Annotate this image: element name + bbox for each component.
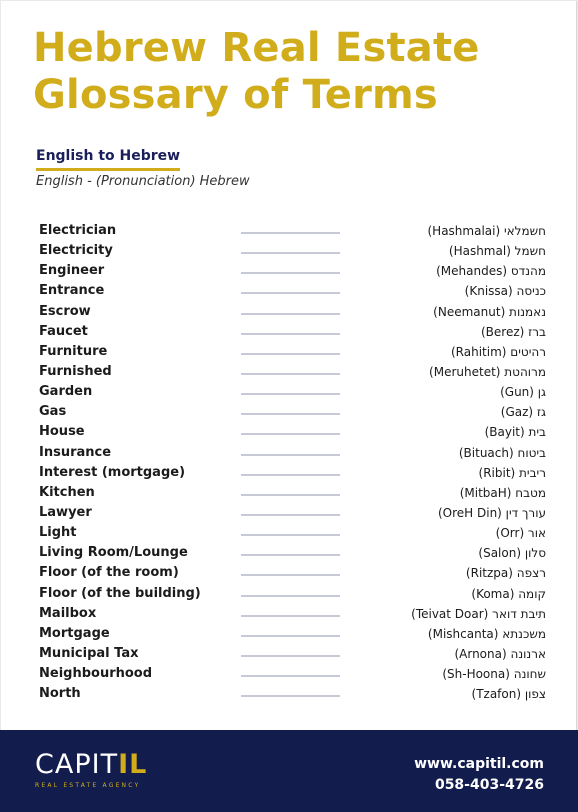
leader-line: [241, 433, 340, 435]
hebrew-translation: נאמנות (Neemanut): [433, 304, 546, 319]
english-term: Floor (of the building): [39, 585, 201, 601]
phone-number[interactable]: 058-403-4726: [434, 777, 544, 793]
hebrew-translation: ביטוח (Bituach): [458, 445, 546, 460]
leader-line: [241, 272, 340, 274]
english-term: Neighbourhood: [39, 666, 153, 682]
capitil-logo: [35, 750, 147, 789]
english-term: Floor (of the room): [39, 565, 179, 581]
hebrew-translation: גן (Gun): [500, 385, 546, 400]
hebrew-translation: כניסה (Knissa): [464, 284, 546, 299]
english-term: House: [39, 424, 85, 440]
hebrew-translation: סלון (Salon): [478, 546, 546, 561]
leader-line: [241, 474, 340, 476]
english-term: Living Room/Lounge: [39, 545, 188, 561]
leader-line: [241, 413, 340, 415]
glossary-list: [1, 221, 578, 704]
hebrew-translation: רצפה (Ritzpa): [465, 566, 546, 581]
leader-line: [241, 635, 340, 637]
english-term: Insurance: [39, 444, 112, 460]
glossary-row: [1, 463, 578, 483]
hebrew-translation: רהיטים (Rahitim): [450, 344, 546, 359]
glossary-row: [1, 644, 578, 664]
glossary-row: [1, 261, 578, 281]
hebrew-translation: בית (Bayit): [484, 425, 546, 440]
leader-line: [241, 373, 340, 375]
leader-line: [241, 232, 340, 234]
english-term: Engineer: [39, 263, 105, 279]
glossary-row: [1, 563, 578, 583]
english-term: North: [39, 686, 81, 702]
hebrew-translation: חשמל (Hashmal): [448, 244, 546, 259]
hebrew-translation: עורך דין (OreH Din): [437, 505, 546, 520]
leader-line: [241, 675, 340, 677]
hebrew-translation: ריבית (Ribit): [478, 465, 546, 480]
hebrew-translation: תיבת דואר (Teivat Doar): [411, 606, 546, 621]
glossary-row: [1, 684, 578, 704]
leader-line: [241, 292, 340, 294]
leader-line: [241, 313, 340, 315]
english-term: Lawyer: [39, 504, 92, 520]
glossary-row: [1, 362, 578, 382]
glossary-row: [1, 584, 578, 604]
glossary-row: [1, 241, 578, 261]
english-term: Light: [39, 525, 77, 541]
glossary-row: [1, 382, 578, 402]
leader-line: [241, 595, 340, 597]
english-term: Escrow: [39, 303, 91, 319]
page-title: [33, 25, 480, 119]
leader-line: [241, 514, 340, 516]
logo-tagline: REAL ESTATE AGENCY: [35, 782, 141, 789]
glossary-row: [1, 302, 578, 322]
logo-accent-text: IL: [118, 749, 148, 780]
glossary-row: [1, 281, 578, 301]
hebrew-translation: מהנדס (Mehandes): [436, 264, 546, 279]
english-term: Furnished: [39, 363, 112, 379]
english-term: Kitchen: [39, 484, 95, 500]
logo-wordmark: [35, 750, 147, 780]
glossary-row: [1, 624, 578, 644]
glossary-row: [1, 221, 578, 241]
glossary-row: [1, 523, 578, 543]
english-term: Entrance: [39, 283, 105, 299]
leader-line: [241, 655, 340, 657]
glossary-row: [1, 483, 578, 503]
english-term: Mailbox: [39, 605, 97, 621]
leader-line: [241, 574, 340, 576]
leader-line: [241, 454, 340, 456]
english-term: Gas: [39, 404, 67, 420]
logo-main-text: CAPIT: [35, 749, 119, 780]
english-term: Furniture: [39, 343, 108, 359]
section-subtitle: English to Hebrew: [36, 148, 180, 171]
hebrew-translation: צפון (Tzafon): [471, 687, 546, 702]
glossary-row: [1, 402, 578, 422]
hebrew-translation: מטבח (MitbaH): [459, 485, 546, 500]
english-term: Municipal Tax: [39, 645, 139, 661]
glossary-row: [1, 342, 578, 362]
footer-bar: [0, 730, 578, 812]
english-term: Faucet: [39, 323, 88, 339]
hebrew-translation: ברז (Berez): [480, 324, 546, 339]
contact-info: [414, 754, 544, 796]
english-term: Mortgage: [39, 625, 110, 641]
english-term: Garden: [39, 384, 93, 400]
website-link[interactable]: www.capitil.com: [414, 756, 544, 772]
hebrew-translation: שחונה (Sh-Hoona): [442, 667, 546, 682]
english-term: Electrician: [39, 223, 117, 238]
format-note: English - (Pronunciation) Hebrew: [36, 174, 250, 189]
english-term: Interest (mortgage): [39, 464, 186, 480]
glossary-row: [1, 664, 578, 684]
glossary-row: [1, 443, 578, 463]
leader-line: [241, 695, 340, 697]
english-term: Electricity: [39, 243, 113, 259]
glossary-row: [1, 543, 578, 563]
leader-line: [241, 393, 340, 395]
leader-line: [241, 333, 340, 335]
hebrew-translation: מרוהטת (Meruhetet): [429, 364, 546, 379]
leader-line: [241, 615, 340, 617]
leader-line: [241, 494, 340, 496]
glossary-row: [1, 322, 578, 342]
hebrew-translation: חשמלאי (Hashmalai): [427, 224, 546, 238]
title-line-2: Glossary of Terms: [33, 72, 438, 118]
glossary-row: [1, 503, 578, 523]
hebrew-translation: גז (Gaz): [500, 405, 546, 420]
hebrew-translation: ארנונה (Arnona): [454, 646, 546, 661]
glossary-page: [1, 1, 577, 811]
leader-line: [241, 252, 340, 254]
title-line-1: Hebrew Real Estate: [33, 25, 480, 71]
leader-line: [241, 554, 340, 556]
glossary-row: [1, 604, 578, 624]
hebrew-translation: משכנתא (Mishcanta): [427, 626, 546, 641]
glossary-row: [1, 422, 578, 442]
hebrew-translation: קומה (Koma): [471, 586, 546, 601]
leader-line: [241, 353, 340, 355]
leader-line: [241, 534, 340, 536]
hebrew-translation: אור (Orr): [495, 526, 546, 541]
